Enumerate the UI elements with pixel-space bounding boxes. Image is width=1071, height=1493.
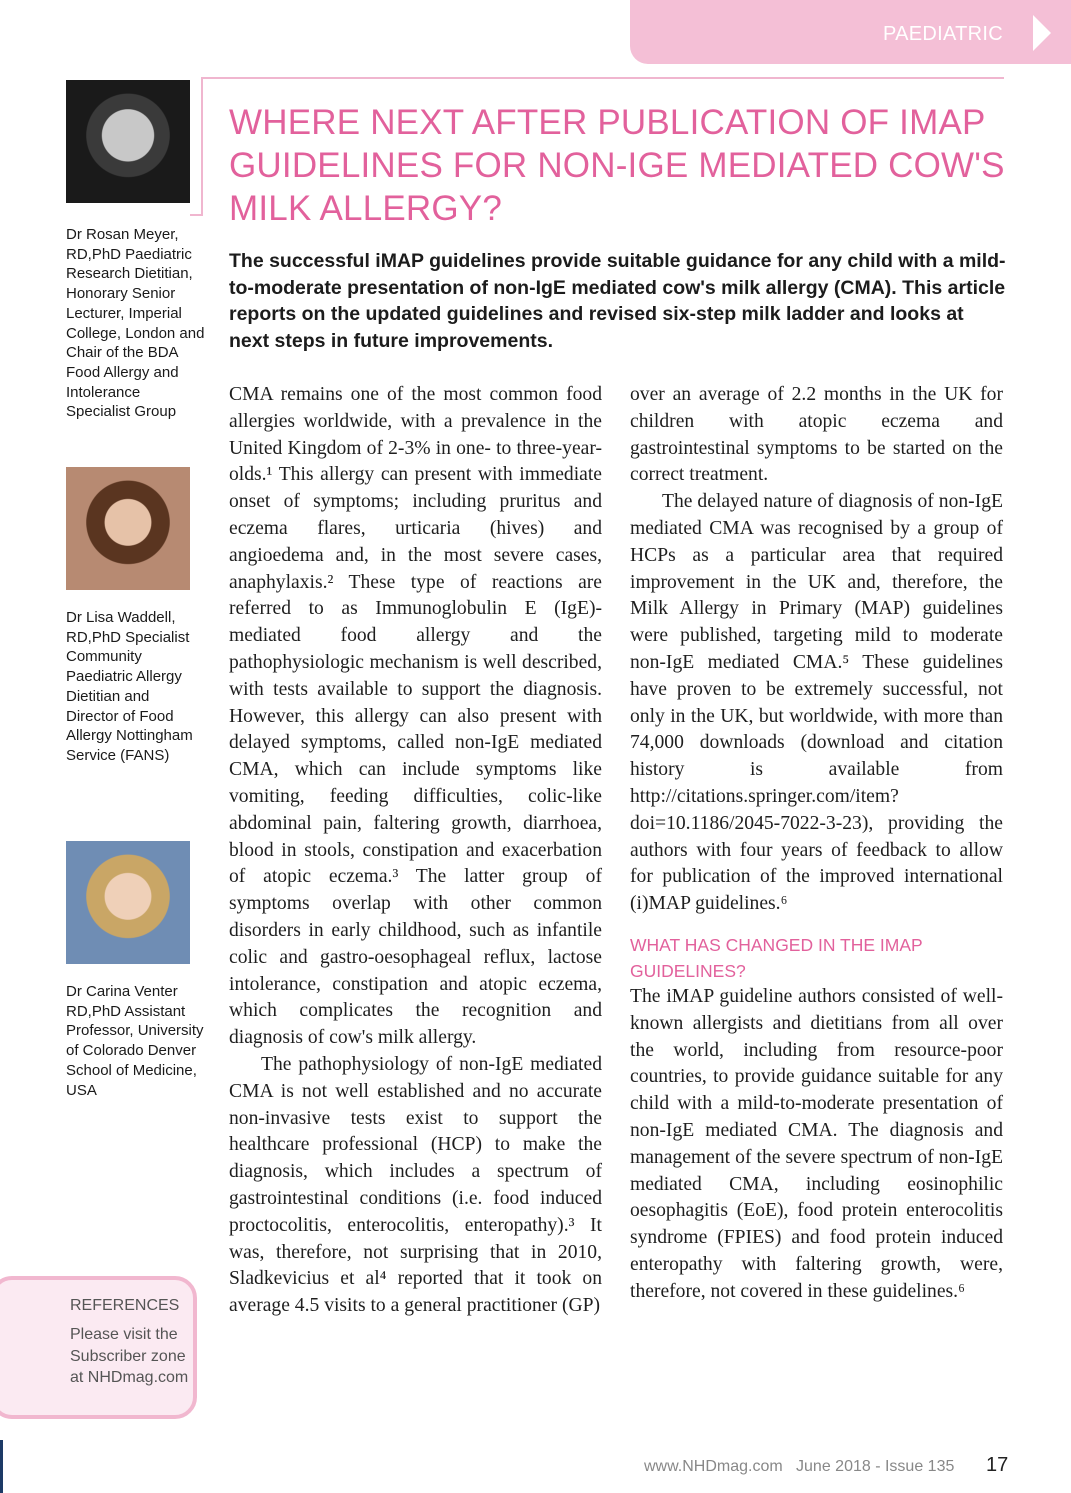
footer: [644, 1458, 954, 1476]
author-bio: Dr Lisa Waddell, RD,PhD Specialist Community Paediatric Allergy Dietitian and Director of Food Allergy Nottingham Service (FANS): [66, 609, 193, 764]
footer-site: www.NHDmag.com: [644, 1458, 783, 1475]
page-number: 17: [986, 1454, 1009, 1476]
triangle-right-icon: [1033, 15, 1051, 51]
body-column-2: [630, 382, 1003, 1306]
references-box: [0, 1276, 197, 1419]
frame-divider: [190, 214, 203, 216]
page-edge: [0, 1440, 3, 1493]
references-heading: REFERENCES: [70, 1297, 180, 1314]
section-tab: [630, 0, 1071, 64]
section-label: PAEDIATRIC: [882, 23, 1003, 45]
paragraph: over an average of 2.2 months in the UK for children with atopic eczema and gastrointestinal symptoms to be started on the correct treatment.: [630, 384, 1003, 486]
author-photo: [66, 841, 190, 964]
references-text: Please visit the Subscriber zone at NHDmag.com: [70, 1326, 189, 1386]
standfirst: The successful iMAP guidelines provide suitable guidance for any child with a mild-to-moderate presentation of non-IgE mediated cow's milk allergy (CMA). This article reports on the updated guidelines and revised six-step milk ladder and looks at next steps in future improvements.: [229, 250, 1006, 352]
author-photo: [66, 80, 190, 203]
author-bio: Dr Carina Venter RD,PhD Assistant Professor, University of Colorado Denver School of Medicine, USA: [66, 983, 204, 1099]
author-bio: Dr Rosan Meyer, RD,PhD Paediatric Research Dietitian, Honorary Senior Lecturer, Imperial College, London and Chair of the BDA Food Allergy and Intolerance Specialist Group: [66, 226, 205, 421]
body-column-1: [229, 382, 602, 1320]
paragraph: The delayed nature of diagnosis of non-IgE mediated CMA was recognised by a group of HCPs as a particular area that required improvement in the UK and, therefore, the Milk Allergy in Primary (MAP) guidelines were published, targeting mild to moderate non-IgE mediated CMA.⁵ These guidelines have proven to be extremely successful, not only in the UK, but worldwide, with more than 74,000 downloads (download and citation history is available from http://citations.springer.com/item?doi=10.1186/2045-7022-3-23), providing the authors with four years of feedback to allow for publication of the improved international (i)MAP guidelines.⁶: [630, 491, 1003, 915]
paragraph: CMA remains one of the most common food allergies worldwide, with a prevalence in the United Kingdom of 2-3% in one- to three-year-olds.¹ This allergy can present with immediate onset of symptoms; including pruritus and eczema flares, urticaria (hives) and angioedema and, in the most severe cases, anaphylaxis.² These type of reactions are referred to as Immunoglobulin E (IgE)-mediated food allergy and the pathophysiologic mechanism is well described, with tests available to support the diagnosis. However, this allergy can also present with delayed symptoms, called non-IgE mediated CMA, which can include symptoms like vomiting, feeding difficulties, colic-like abdominal pain, faltering growth, diarrhoea, blood in stools, constipation and exacerbation of atopic eczema.³ The latter group of symptoms overlap with other common disorders in early childhood, such as infantile colic and gastro-oesophageal reflux, lactose intolerance, constipation and atopic eczema, which complicates the recognition and diagnosis of cow's milk allergy.: [229, 384, 602, 1049]
frame-divider: [201, 77, 203, 216]
author-photo: [66, 467, 190, 590]
article-title: WHERE NEXT AFTER PUBLICATION OF IMAP GUIDELINES FOR NON-IGE MEDIATED COW'S MILK ALLERGY?: [229, 103, 1005, 228]
section-subheading: WHAT HAS CHANGED IN THE IMAP GUIDELINES?: [630, 934, 923, 981]
frame-divider: [202, 77, 1004, 79]
paragraph: The pathophysiology of non-IgE mediated CMA is not well established and no accurate non-invasive tests exist to support the healthcare professional (HCP) to make the diagnosis, which includes a spectrum of gastrointestinal conditions (i.e. food induced proctocolitis, enterocolitis, enteropathy).³ It was, therefore, not surprising that in 2010, Sladkevicius et al⁴ reported that it took on average 4.5 visits to a general practitioner (GP): [229, 1053, 602, 1317]
footer-issue: June 2018 - Issue 135: [796, 1458, 955, 1475]
paragraph: The iMAP guideline authors consisted of well-known allergists and dietitians from all over the world, including from resource-poor countries, to provide guidance suitable for any child with a mild-to-moderate presentation of non-IgE mediated CMA. The diagnosis and management of the severe spectrum of non-IgE mediated CMA, including eosinophilic oesophagitis (EoE), food protein enterocolitis syndrome (FPIES) and food protein induced enteropathy with faltering growth, were, therefore, not covered in these guidelines.⁶: [630, 985, 1003, 1302]
